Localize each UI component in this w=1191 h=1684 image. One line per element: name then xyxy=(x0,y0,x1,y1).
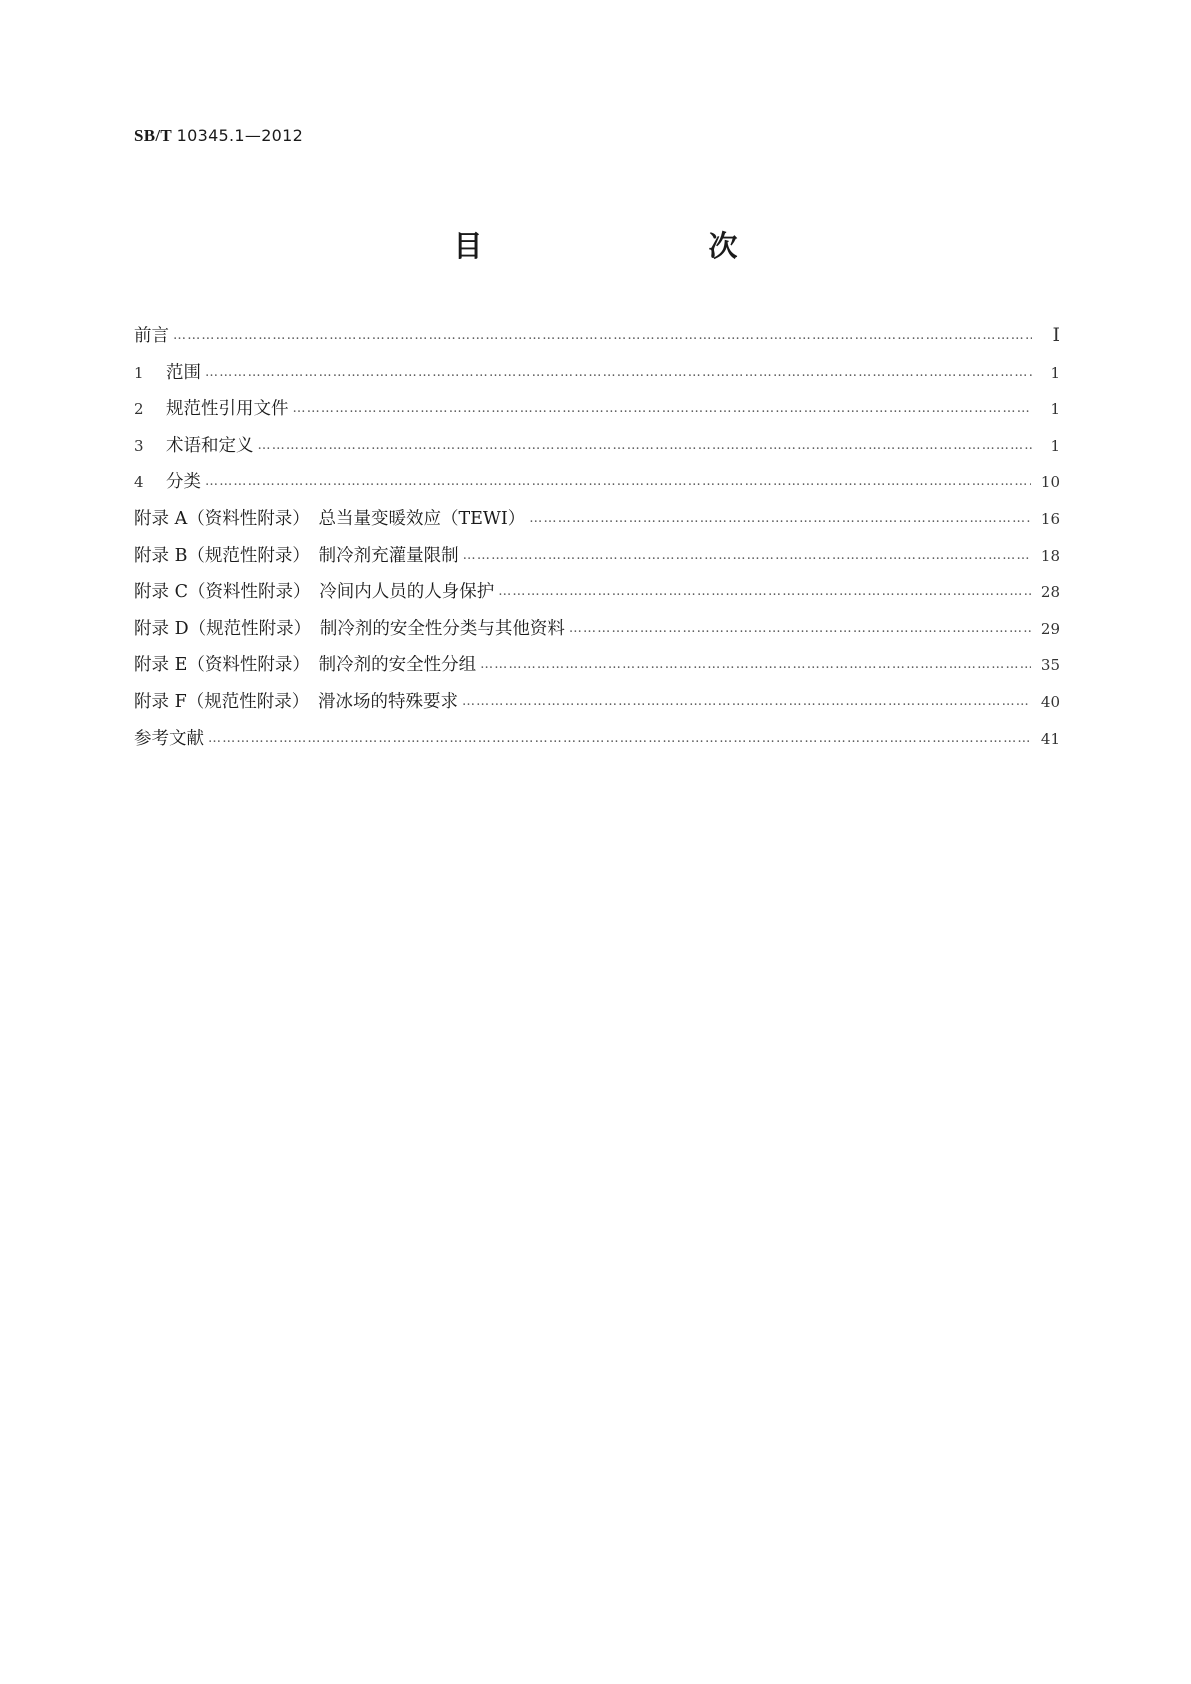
toc-entry-appendix-a[interactable] xyxy=(134,505,1060,542)
toc-entry-appendix-e[interactable] xyxy=(134,651,1060,688)
document-code xyxy=(134,126,303,146)
toc-entry-number: 2 xyxy=(134,400,144,419)
toc-page-number: 41 xyxy=(1040,729,1060,748)
toc-entry-label: 附录 E（资料性附录） 制冷剂的安全性分组 xyxy=(134,655,477,676)
toc-leader-dots xyxy=(462,694,1031,709)
toc-leader-dots xyxy=(208,731,1031,746)
toc-page-number: 10 xyxy=(1040,473,1060,492)
toc-entry-label: 3 术语和定义 xyxy=(134,435,254,456)
toc-leader-dots xyxy=(529,511,1031,526)
document-code-prefix: SB/T xyxy=(134,126,173,145)
toc-leader-dots xyxy=(480,657,1031,672)
toc-entry-bibliography[interactable] xyxy=(134,725,1060,762)
toc-entry-label: 1 范围 xyxy=(134,362,201,383)
toc-page-number: 35 xyxy=(1040,656,1060,675)
toc-entry-label: 附录 C（资料性附录） 冷间内人员的人身保护 xyxy=(134,582,495,603)
table-of-contents xyxy=(134,322,1060,761)
toc-page-number: 16 xyxy=(1040,509,1060,528)
toc-page-number: 18 xyxy=(1040,546,1060,565)
toc-page-number: Ⅰ xyxy=(1052,324,1060,346)
toc-entry-label: 附录 F（规范性附录） 滑冰场的特殊要求 xyxy=(134,691,458,712)
toc-entry-foreword[interactable] xyxy=(134,322,1060,359)
toc-entry-label: 附录 B（规范性附录） 制冷剂充灌量限制 xyxy=(134,545,459,566)
toc-entry-appendix-b[interactable] xyxy=(134,542,1060,579)
toc-entry-normative-references[interactable] xyxy=(134,395,1060,432)
toc-entry-number: 4 xyxy=(134,473,144,492)
toc-entry-appendix-d[interactable] xyxy=(134,615,1060,652)
toc-page-number: 28 xyxy=(1040,583,1060,602)
toc-entry-number: 1 xyxy=(134,363,144,382)
toc-leader-dots xyxy=(205,365,1032,380)
toc-entry-appendix-c[interactable] xyxy=(134,578,1060,615)
toc-page-number: 40 xyxy=(1040,692,1060,711)
toc-leader-dots xyxy=(205,474,1031,489)
toc-title: 目 次 xyxy=(453,229,794,263)
toc-entry-terms-definitions[interactable] xyxy=(134,432,1060,469)
toc-leader-dots xyxy=(258,438,1033,453)
toc-leader-dots xyxy=(173,328,1032,343)
toc-leader-dots xyxy=(463,548,1031,563)
toc-entry-number: 3 xyxy=(134,436,144,455)
toc-entry-label: 附录 D（规范性附录） 制冷剂的安全性分类与其他资料 xyxy=(134,618,565,639)
toc-entry-label: 2 规范性引用文件 xyxy=(134,399,289,420)
toc-entry-scope[interactable] xyxy=(134,359,1060,396)
toc-page-number: 1 xyxy=(1050,363,1060,382)
toc-entry-label: 参考文献 xyxy=(134,728,204,749)
toc-entry-appendix-f[interactable] xyxy=(134,688,1060,725)
toc-entry-label: 前言 xyxy=(134,326,169,346)
toc-leader-dots xyxy=(293,401,1033,416)
toc-leader-dots xyxy=(569,621,1031,636)
toc-entry-label: 附录 A（资料性附录） 总当量变暖效应（TEWI） xyxy=(134,508,526,529)
document-code-number: 10345.1—2012 xyxy=(176,126,304,145)
toc-entry-classification[interactable] xyxy=(134,468,1060,505)
toc-page-number: 1 xyxy=(1050,436,1060,455)
toc-page-number: 29 xyxy=(1040,619,1060,638)
toc-leader-dots xyxy=(498,584,1031,599)
toc-entry-label: 4 分类 xyxy=(134,472,201,493)
toc-page-number: 1 xyxy=(1050,400,1060,419)
